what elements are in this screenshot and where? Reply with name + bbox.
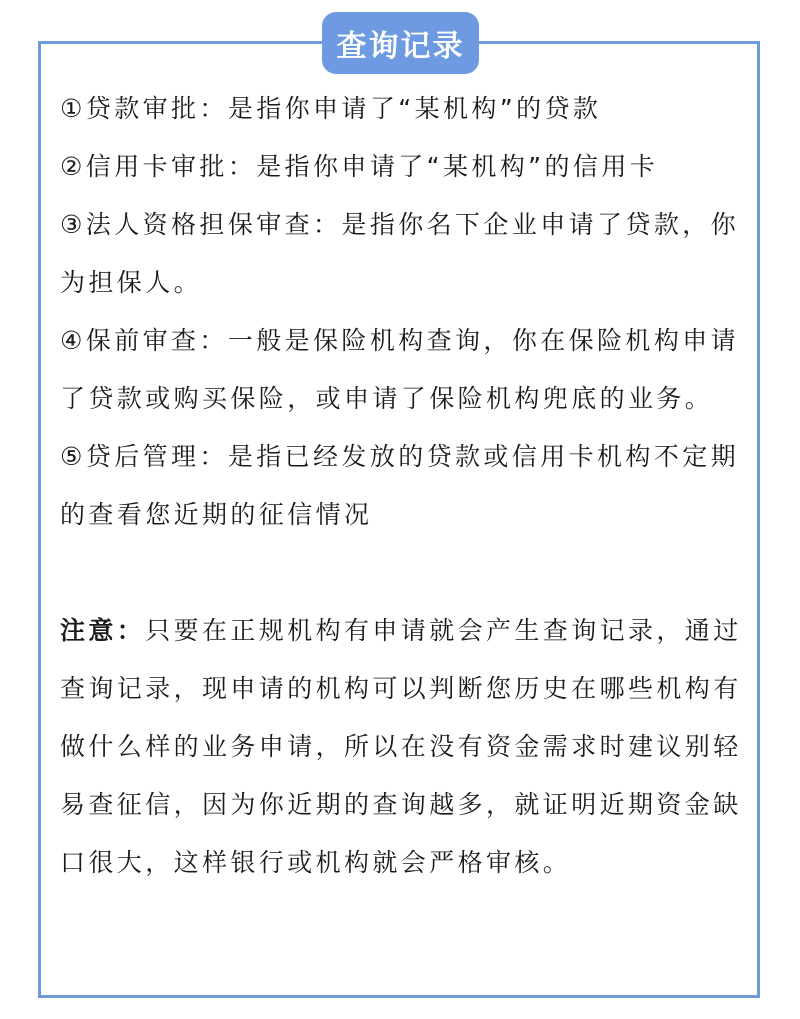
item-credit-card-approval: ②信用卡审批：是指你申请了“某机构”的信用卡 [60,152,659,181]
item-legal-guarantee-review: ③法人资格担保审查：是指你名下企业申请了贷款，你为担保人。 [60,210,740,297]
spacer [60,544,746,602]
note-text: 只要在正规机构有申请就会产生查询记录，通过查询记录，现申请的机构可以判断您历史在哪些机构有做什么样的业务申请，所以在没有资金需求时建议别轻易查征信，因为你近期的查询越多，就证明近期资金缺口很大，这样银行或机构就会严格审核。 [60,616,742,877]
item-loan-approval: ①贷款审批：是指你申请了“某机构”的贷款 [60,94,602,123]
content-body [60,80,746,892]
item-post-loan-management: ⑤贷后管理：是指已经发放的贷款或信用卡机构不定期的查看您近期的征信情况 [60,442,740,529]
item-pre-insurance-review: ④保前审查：一般是保险机构查询，你在保险机构申请了贷款或购买保险，或申请了保险机构兜底的业务。 [60,326,740,413]
note-paragraph [60,602,746,892]
title-badge: 查询记录 [322,12,479,74]
note-label: 注意： [60,616,146,645]
